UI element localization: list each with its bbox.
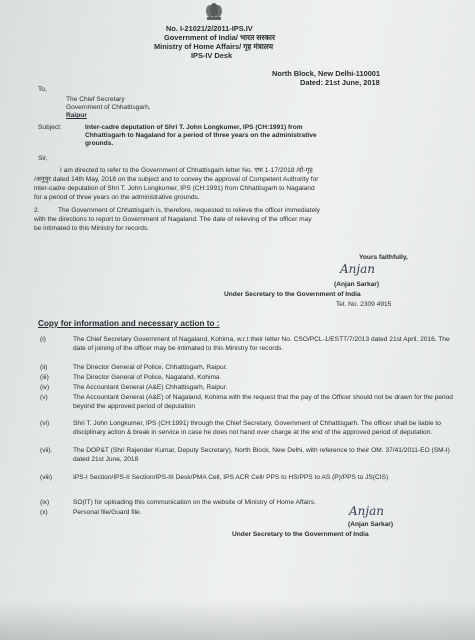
para1-line-1: I am directed to refer to the Government of Chhattisgarh letter No. एफ 1-17/2018 /दो-गृह bbox=[60, 167, 313, 174]
closing: Yours faithfully, bbox=[359, 254, 408, 261]
national-emblem-icon bbox=[202, 2, 226, 22]
para2-line-1: The Government of Chhattisgarh is, therefore, requested to relieve the officer immediately bbox=[58, 207, 320, 214]
signatory-name-2: (Anjan Sarkar) bbox=[348, 521, 394, 528]
addressee-line-2: Government of Chhattisgarh, bbox=[66, 104, 151, 111]
para2-line-2: with the directions to report to Government of Nagaland. The date of relieving of the officer may bbox=[34, 216, 312, 223]
addressee-line-3: Raipur bbox=[66, 112, 87, 119]
ministry-line: Ministry of Home Affairs/ गृह मंत्रालय bbox=[154, 42, 274, 51]
para2-number: 2. bbox=[34, 207, 40, 214]
subject-line-3: grounds. bbox=[85, 140, 114, 147]
subject-label: Subject: bbox=[38, 124, 62, 131]
para1-line-4: for a period of three years on the administrative grounds. bbox=[34, 194, 200, 201]
addressee-line-1: The Chief Secretary bbox=[66, 96, 125, 103]
para1-line-2: /अनुपुर dated 14th May, 2018 on the subject and to convey the approval of Competent Authority for bbox=[34, 176, 319, 183]
signatory-name: (Anjan Sarkar) bbox=[334, 281, 380, 288]
subject-line-2: Chhattisgarh to Nagaland for a period of three years on the administrative bbox=[85, 132, 317, 139]
signatory-designation: Under Secretary to the Government of India bbox=[224, 291, 361, 298]
para1-line-3: inter-cadre deputation of Shri T. John Longkumer, IPS (CH:1991) from Chhattisgarh to Nagaland bbox=[34, 185, 315, 192]
signatory-designation-2: Under Secretary to the Government of India bbox=[232, 531, 369, 538]
signature-scribble: Anjan bbox=[340, 262, 375, 276]
signature-scribble-2: Anjan bbox=[349, 504, 384, 518]
desk-line: IPS-IV Desk bbox=[191, 51, 233, 60]
salutation: Sir, bbox=[38, 155, 48, 162]
government-line: Government of India/ भारत सरकार bbox=[164, 33, 275, 42]
date-line: Dated: 21st June, 2018 bbox=[300, 78, 380, 87]
to-label: To, bbox=[38, 86, 47, 93]
page-shadow bbox=[0, 600, 475, 640]
signatory-tel: Tel. No. 2309 4915 bbox=[336, 301, 392, 308]
para2-line-3: be intimated to this Ministry for records. bbox=[34, 225, 150, 232]
file-number: No. I-21021/2/2011-IPS.IV bbox=[166, 24, 253, 33]
subject-line-1: Inter-cadre deputation of Shri T. John Longkumer, IPS (CH:1991) from bbox=[85, 124, 303, 131]
place-line: North Block, New Delhi-110001 bbox=[272, 69, 381, 78]
letter-page: No. I-21021/2/2011-IPS.IV Government of India/ भारत सरकार Ministry of Home Affairs/ गृह मंत्रालय IPS-IV Desk North Block, New Delhi-110001 Dated: 21st June, 2018 To, The Chief Secretary Government of Chhattisgarh, Raipur Subject: Inter-cadre deputation of Shri T. John Longkumer, IPS (CH:1991) from Chhattisgarh to Nagaland for a period of three years on the administrative grounds. Sir, I am directed to refer to the Government of Chhattisgarh letter No. एफ 1-17/2018 /दो-गृह /अनुपुर dated 14th May, 2018 on the subject and to convey the approval of Competent Authority for inter-cadre deputation of Shri T. John Longkumer, IPS (CH:1991) from Chhattisgarh to Nagaland for a period of three years on the administrative grounds. 2. The Government of Chhattisgarh is, therefore, requested to relieve the officer immediately with the directions to report to Government of Nagaland. The date of relieving of the officer may be intimated to this Ministry for records. Yours faithfully, Anjan (Anjan Sarkar) Under Secretary to the Government of India Tel. No. 2309 4915 Copy for information and necessary action to : (i) The Chief Secretary Government of Nagaland, Kohima, w.r.t their letter No. CSO/PCL-1/ESTT/7/2013 dated 21st April, 2016. The date of joining of the officer may be intimated to this Ministry for records. (ii) The Director General of Police, Chhattisgarh, Raipur. (iii) The Director General of Police, Nagaland, Kohima (iv) The Accountant General (A&E) Chhattisgarh, Raipur. (v) The Accountant General (A&E) of Nagaland, Kohima with the request that the pay of the Officer should not be drawn for the period beyond the approved period of deputation (vi) Shri T. John Longkumer, IPS (CH:1991) through the Chief Secretary, Government of Chhattisgarh. The officer shall be liable to disciplinary action & break in service in case he does not hand over charge at the end of the approved period of deputation. (vii). The DOP&T (Shri Rajender Kumar, Deputy Secretary), North Block, New Delhi, with reference to their OM. 37/41/2011-EO (SM-I) dated 21st June, 2018 (viii) IPS-I Section/IPS-II Section/IPS-III Desk/PMA Cell, IPS ACR Cell/ PPS to HS/PPS to AS (P)/PPS to JS(CIS) (ix) SO(IT) for uploading this communication on the website of Ministry of Home Affairs. (x) Personal file/Guard file. Anjan (Anjan Sarkar) Under Secretary to the Government of India bbox=[0, 0, 475, 640]
copy-heading: Copy for information and necessary action to : bbox=[38, 319, 220, 328]
